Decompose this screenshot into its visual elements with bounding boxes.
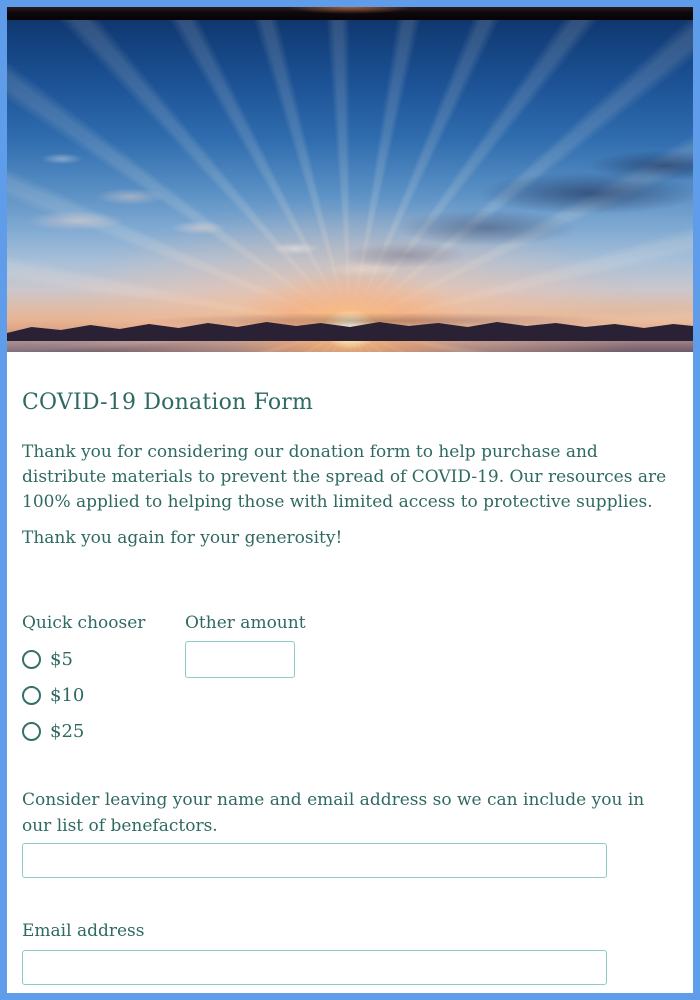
radio-option-label: $25 <box>50 720 85 742</box>
dark-foreground-graphic <box>7 7 693 20</box>
quick-chooser-group <box>22 611 185 743</box>
radio-option-10[interactable] <box>22 683 185 707</box>
mountain-silhouette-graphic <box>7 313 693 341</box>
intro-paragraph: Thank you for considering our donation form to help purchase and distribute materials to prevent the spread of COVID-19. Our resources are 100% applied to helping those with limited access to protective supplies. <box>22 442 667 512</box>
radio-button-icon[interactable] <box>22 650 41 669</box>
email-address-label: Email address <box>22 921 145 941</box>
header-sunset-image <box>7 7 693 352</box>
radio-button-icon[interactable] <box>22 722 41 741</box>
other-amount-label: Other amount <box>185 613 306 633</box>
quick-chooser-label: Quick chooser <box>22 613 146 633</box>
radio-option-label: $5 <box>50 648 73 670</box>
benefactor-note: Consider leaving your name and email address so we can include you in our list of benefactors. <box>22 790 645 836</box>
other-amount-group <box>185 611 306 743</box>
benefactor-name-input[interactable] <box>22 843 607 878</box>
page-title: COVID-19 Donation Form <box>22 390 314 415</box>
email-address-input[interactable] <box>22 950 607 985</box>
radio-option-label: $10 <box>50 684 85 706</box>
amount-fields-row <box>22 611 678 743</box>
radio-option-25[interactable] <box>22 719 185 743</box>
other-amount-input[interactable] <box>185 641 295 678</box>
form-content <box>7 390 693 985</box>
radio-button-icon[interactable] <box>22 686 41 705</box>
radio-option-5[interactable] <box>22 647 185 671</box>
thanks-paragraph: Thank you again for your generosity! <box>22 528 343 548</box>
clouds-graphic <box>7 7 693 352</box>
